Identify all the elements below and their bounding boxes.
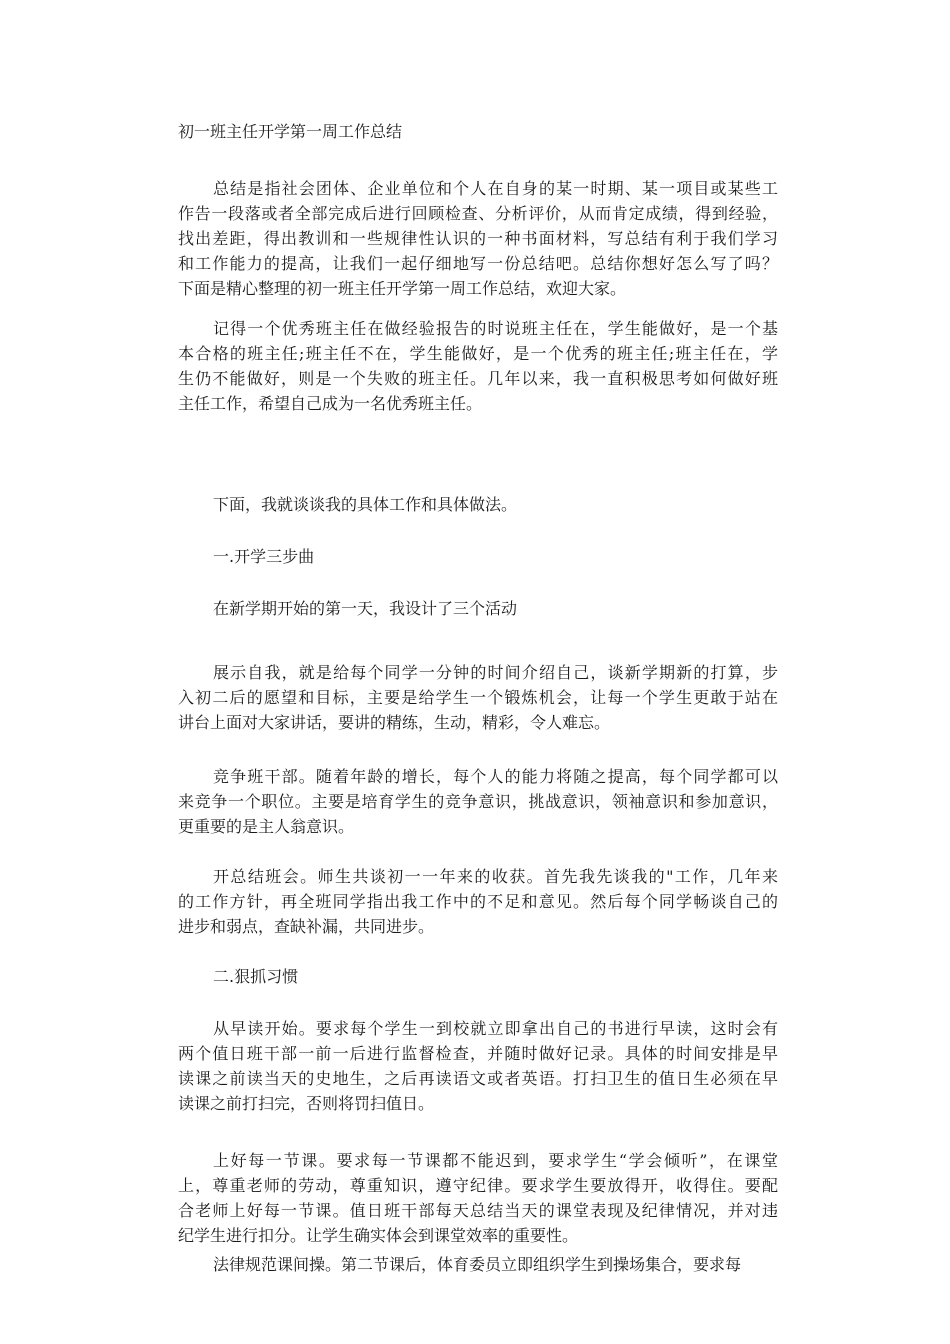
paragraph — [178, 596, 778, 621]
paragraph — [178, 764, 778, 839]
paragraph — [178, 1252, 778, 1277]
paragraph-line: 上好每一节课。要求每一节课都不能迟到，要求学生“学会倾听”，在课堂 — [213, 1151, 778, 1170]
paragraph-line: 入初二后的愿望和目标，主要是给学生一个锻炼机会，让每一个学生更敢于站在 — [178, 688, 778, 707]
paragraph-line: 下面是精心整理的初一班主任开学第一周工作总结，欢迎大家。 — [178, 279, 627, 298]
paragraph-line: 更重要的是主人翁意识。 — [178, 817, 355, 836]
paragraph — [178, 864, 778, 939]
paragraph-line: 记得一个优秀班主任在做经验报告的时说班主任在，学生能做好，是一个基 — [213, 319, 778, 338]
paragraph-line: 在新学期开始的第一天，我设计了三个活动 — [213, 599, 518, 618]
paragraph-line: 合老师上好每一节课。值日班干部每天总结当天的课堂表现及纪律情况，并对违 — [178, 1201, 778, 1220]
paragraph-line: 从早读开始。要求每个学生一到校就立即拿出自己的书进行早读，这时会有 — [213, 1019, 778, 1038]
paragraph — [178, 660, 778, 735]
paragraph-line: 展示自我，就是给每个同学一分钟的时间介绍自己，谈新学期新的打算，步 — [213, 663, 778, 682]
paragraph-line: 一.开学三步曲 — [213, 547, 315, 566]
paragraph-line: 总结是指社会团体、企业单位和个人在自身的某一时期、某一项目或某些工 — [213, 179, 778, 198]
paragraph — [178, 544, 778, 569]
paragraph — [178, 964, 778, 989]
paragraph-line: 来竞争一个职位。主要是培育学生的竞争意识，挑战意识，领袖意识和参加意识， — [178, 792, 778, 811]
paragraph-line: 开总结班会。师生共谈初一一年来的收获。首先我先谈我的"工作，几年来 — [213, 867, 778, 886]
paragraph-line: 法律规范课间操。第二节课后，体育委员立即组织学生到操场集合，要求每 — [213, 1255, 742, 1274]
paragraph — [178, 492, 778, 517]
paragraph-line: 讲台上面对大家讲话，要讲的精练，生动，精彩，令人难忘。 — [178, 713, 611, 732]
paragraph-line: 的工作方针，再全班同学指出我工作中的不足和意见。然后每个同学畅谈自己的 — [178, 892, 778, 911]
paragraph-line: 进步和弱点，查缺补漏，共同进步。 — [178, 917, 435, 936]
paragraph-line: 纪学生进行扣分。让学生确实体会到课堂效率的重要性。 — [178, 1226, 579, 1245]
paragraph-line: 生仍不能做好，则是一个失败的班主任。几年以来，我一直积极思考如何做好班 — [178, 369, 778, 388]
document-title: 初一班主任开学第一周工作总结 — [178, 122, 403, 141]
document-body — [178, 120, 778, 1274]
paragraph — [178, 316, 778, 416]
paragraph-line: 竞争班干部。随着年龄的增长，每个人的能力将随之提高，每个同学都可以 — [213, 767, 778, 786]
paragraph-line: 读课之前打扫完，否则将罚扫值日。 — [178, 1094, 435, 1113]
paragraph — [178, 1016, 778, 1116]
paragraph-line: 主任工作，希望自己成为一名优秀班主任。 — [178, 394, 483, 413]
paragraph-line: 和工作能力的提高，让我们一起仔细地写一份总结吧。总结你想好怎么写了吗？ — [178, 254, 778, 273]
paragraph-line: 二.狠抓习惯 — [213, 967, 299, 986]
paragraph-line: 本合格的班主任;班主任不在，学生能做好，是一个优秀的班主任;班主任在，学 — [178, 344, 778, 363]
paragraph-line: 读课之前读当天的史地生，之后再读语文或者英语。打扫卫生的值日生必须在早 — [178, 1069, 778, 1088]
paragraph — [178, 176, 778, 301]
paragraph-line: 作告一段落或者全部完成后进行回顾检查、分析评价，从而肯定成绩，得到经验， — [178, 204, 778, 223]
paragraph-line: 两个值日班干部一前一后进行监督检查，并随时做好记录。具体的时间安排是早 — [178, 1044, 778, 1063]
paragraph — [178, 1148, 778, 1248]
paragraph-line: 找出差距，得出教训和一些规律性认识的一种书面材料，写总结有利于我们学习 — [178, 229, 778, 248]
paragraph-line: 上，尊重老师的劳动，尊重知识，遵守纪律。要求学生要放得开，收得住。要配 — [178, 1176, 778, 1195]
paragraph-line: 下面，我就谈谈我的具体工作和具体做法。 — [213, 495, 518, 514]
